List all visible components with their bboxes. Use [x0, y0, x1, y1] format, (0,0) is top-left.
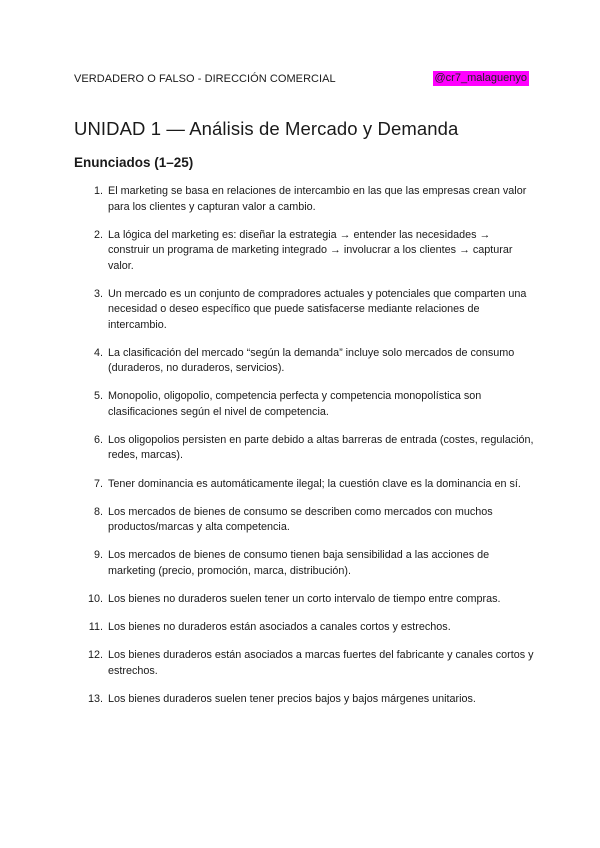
item-text: Tener dominancia es automáticamente ilegal; la cuestión clave es la dominancia en sí.	[108, 477, 521, 490]
item-number: 6.	[93, 433, 103, 446]
item-text: Los oligopolios persisten en parte debido a altas barreras de entrada (costes, regulación, redes, marcas).	[108, 433, 534, 462]
item-number: 9.	[93, 549, 103, 562]
item-text: Los bienes no duraderos suelen tener un corto intervalo de tiempo entre compras.	[108, 592, 501, 605]
item-number: 7.	[93, 477, 103, 490]
item-text: La clasificación del mercado “según la demanda” incluye solo mercados de consumo (duraderos, no duraderos, servicios).	[108, 346, 515, 375]
list-item	[74, 346, 534, 377]
item-number: 13.	[87, 692, 103, 705]
list-item	[74, 287, 534, 334]
list-item	[74, 389, 534, 420]
item-number: 12.	[87, 649, 103, 662]
list-item	[74, 477, 534, 493]
list-item	[74, 433, 534, 464]
list-item	[74, 648, 534, 679]
author-handle: @cr7_malaguenyo	[434, 72, 527, 84]
section-subtitle: Enunciados (1–25)	[74, 155, 194, 170]
unit-title: UNIDAD 1 — Análisis de Mercado y Demanda	[74, 118, 459, 139]
item-number: 2.	[93, 228, 103, 241]
item-text: Los bienes duraderos suelen tener precios bajos y bajos márgenes unitarios.	[108, 692, 476, 705]
item-text: El marketing se basa en relaciones de intercambio en las que las empresas crean valor para los clientes y capturan valor a cambio.	[108, 185, 527, 213]
list-item	[74, 505, 534, 536]
item-text: Un mercado es un conjunto de compradores actuales y potenciales que comparten una necesidad o deseo específico que puede satisfacerse mediante relaciones de intercambio.	[108, 287, 527, 331]
list-item	[74, 592, 534, 608]
item-number: 4.	[93, 346, 103, 359]
item-text: Los mercados de bienes de consumo tienen baja sensibilidad a las acciones de marketing (precio, promoción, marca, distribución).	[108, 549, 490, 577]
item-number: 8.	[93, 505, 103, 518]
item-text: Los bienes no duraderos están asociados a canales cortos y estrechos.	[108, 620, 451, 633]
item-number: 11.	[88, 620, 103, 633]
list-item	[74, 184, 534, 215]
item-text: Los mercados de bienes de consumo se describen como mercados con muchos productos/marcas y alta competencia.	[108, 505, 493, 534]
item-number: 10.	[87, 592, 103, 605]
item-number: 3.	[93, 287, 103, 300]
item-number: 5.	[93, 390, 103, 403]
statement-list	[74, 184, 534, 720]
list-item	[74, 692, 534, 708]
header-title: VERDADERO O FALSO - DIRECCIÓN COMERCIAL	[74, 73, 336, 85]
list-item	[74, 548, 534, 579]
page-header	[74, 71, 529, 87]
item-text: Monopolio, oligopolio, competencia perfecta y competencia monopolística son clasificaciones según el nivel de competencia.	[108, 390, 482, 418]
list-item	[74, 228, 534, 275]
item-number: 1.	[93, 185, 103, 197]
list-item	[74, 620, 534, 636]
item-text: Los bienes duraderos están asociados a marcas fuertes del fabricante y canales cortos y estrechos.	[108, 649, 534, 677]
item-text: La lógica del marketing es: diseñar la estrategia → entender las necesidades → construir un programa de marketing integrado → involucrar a los clientes → capturar valor.	[108, 228, 513, 272]
